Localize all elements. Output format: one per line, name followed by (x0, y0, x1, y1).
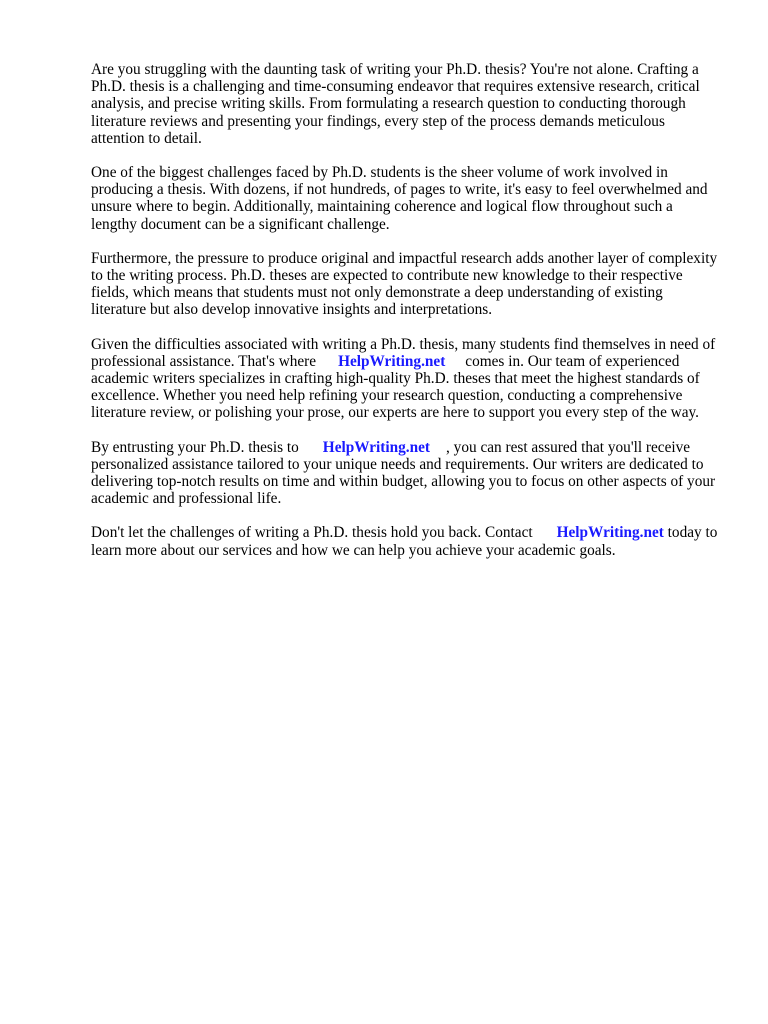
paragraph-entrusting (91, 439, 721, 508)
paragraph-text-after-link: , you can rest assured that you'll receive personalized assistance tailored to your unique needs and requirements. Our writers are dedicated to delivering top-notch results on time and within budget, allowing you to focus on other aspects of your academic and professional life. (91, 438, 716, 508)
paragraph-text-after-link: comes in. Our team of experienced academic writers specializes in crafting high-quality Ph.D. theses that meet the highest standards of excellence. Whether you need help refining your research question, conducting a comprehensive literature review, or polishing your prose, our experts are here to support you every step of the way. (91, 352, 700, 422)
document-body (91, 61, 721, 576)
paragraph-pressure: Furthermore, the pressure to produce original and impactful research adds another layer of complexity to the writing process. Ph.D. theses are expected to contribute new knowledge to their respective fields, which means that students must not only demonstrate a deep understanding of existing literature but also develop innovative insights and interpretations. (91, 249, 718, 319)
paragraph-contact (91, 524, 721, 558)
paragraph-challenges: One of the biggest challenges faced by Ph.D. students is the sheer volume of work involved in producing a thesis. With dozens, if not hundreds, of pages to write, it's easy to feel overwhelmed and unsure where to begin. Additionally, maintaining coherence and logical flow throughout such a lengthy document can be a significant challenge. (91, 164, 708, 233)
helpwriting-link[interactable]: HelpWriting.net (338, 352, 446, 370)
paragraph-text-before-link: Given the difficulties associated with writing a Ph.D. thesis, many students find themselves in need of professional assistance. That's where (91, 335, 716, 370)
helpwriting-link[interactable]: HelpWriting.net (556, 524, 664, 542)
paragraph-assistance (91, 336, 721, 422)
paragraph-text-before-link: By entrusting your Ph.D. thesis to (91, 438, 299, 456)
paragraph-text-before-link: Don't let the challenges of writing a Ph.D. thesis hold you back. Contact (91, 524, 533, 542)
paragraph-text-after-link: today to learn more about our services and how we can help you achieve your academic goals. (91, 524, 718, 559)
paragraph-intro: Are you struggling with the daunting task of writing your Ph.D. thesis? You're not alone. Crafting a Ph.D. thesis is a challenging and time-consuming endeavor that requires extensive research, critical analysis, and precise writing skills. From formulating a research question to conducting thorough literature reviews and presenting your findings, every step of the process demands meticulous attention to detail. (91, 61, 700, 147)
helpwriting-link[interactable]: HelpWriting.net (322, 438, 431, 456)
